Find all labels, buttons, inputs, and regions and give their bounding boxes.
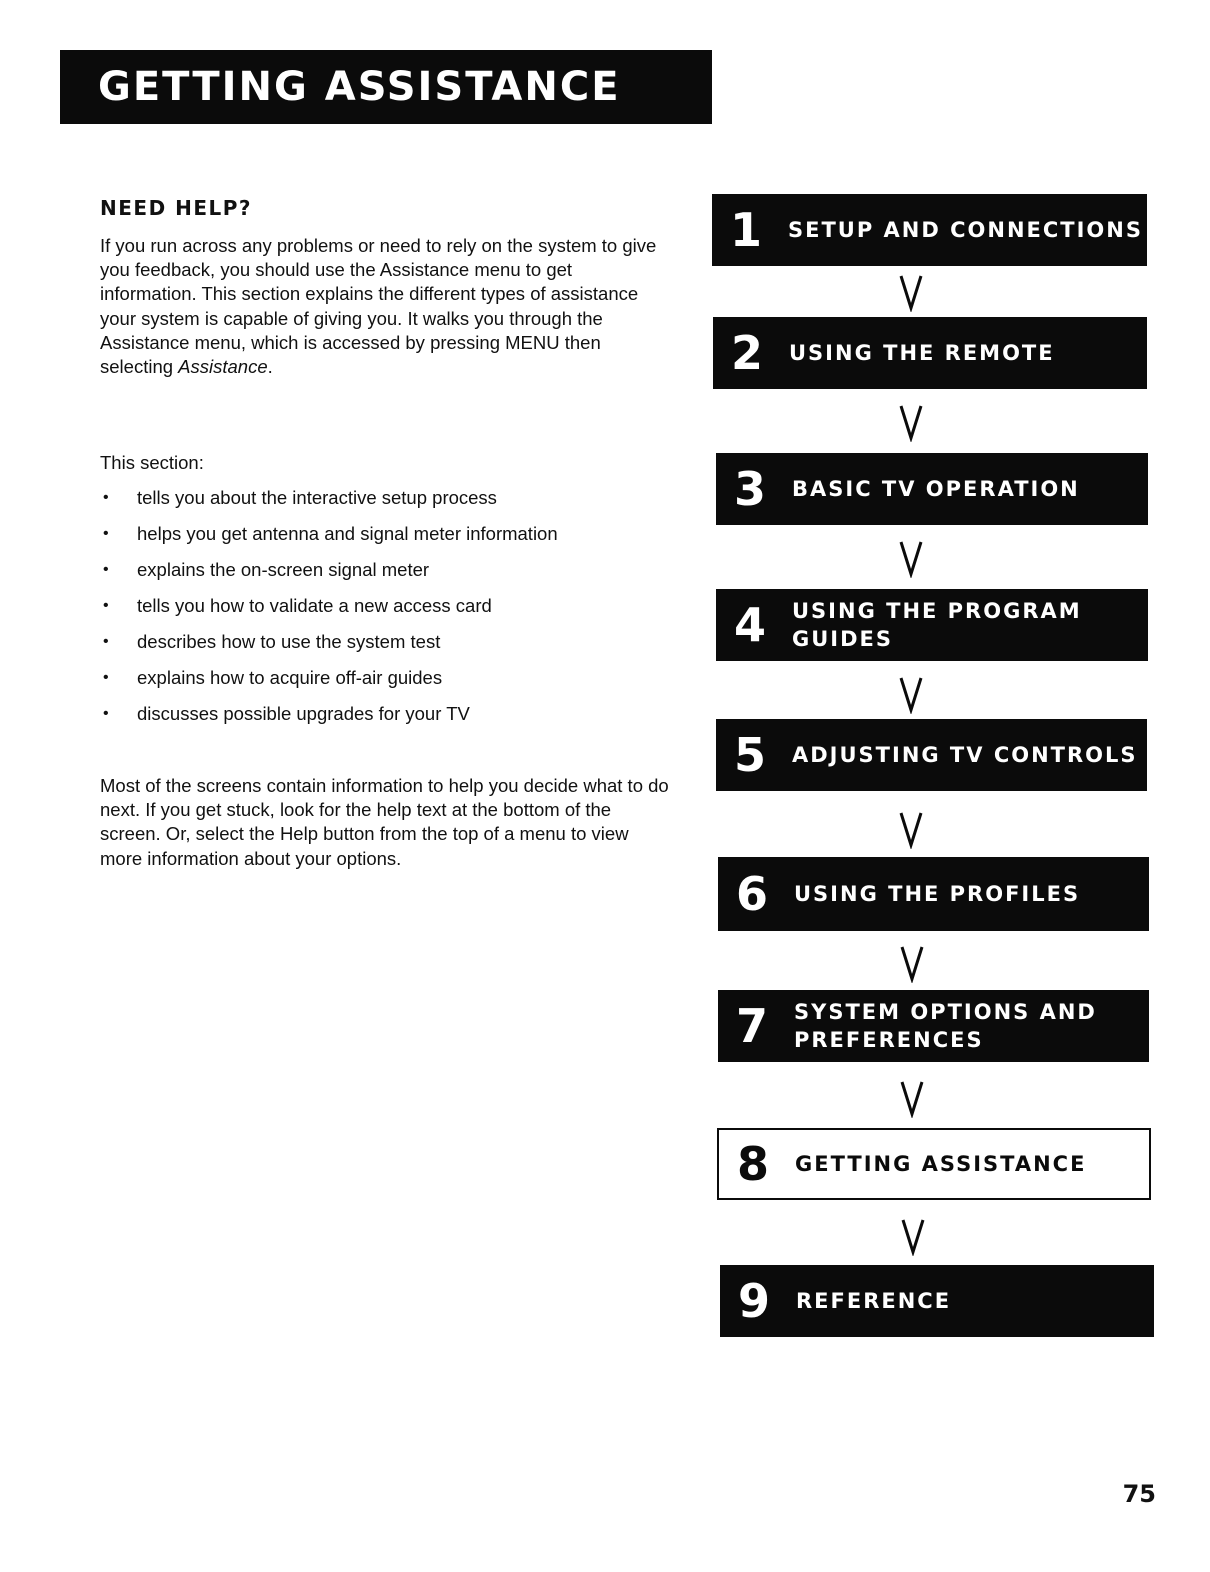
chapter-number: 3 [733,462,766,516]
title-bar [60,50,712,124]
down-arrow-icon [899,676,923,714]
bullet-item: • helps you get antenna and signal meter information [100,522,680,558]
chapter-number: 7 [735,999,768,1053]
chapter-number: 4 [733,598,766,652]
bullet-item: • tells you how to validate a new access card [100,594,680,630]
chapter-3-box [716,453,1148,525]
down-arrow-icon [900,945,924,983]
chapter-title: GETTING ASSISTANCE [795,1152,1087,1176]
down-arrow-icon [899,404,923,442]
intro-text: If you run across any problems or need to rely on the system to give you feedback, you should use the Assistance menu to get information. This section explains the different types of assistance your system is capable of giving you. It walks you through the Assistance menu, which is accessed by pressing MENU then selecting [100,235,657,378]
section-list-label: This section: [100,452,204,473]
chapter-1-box [712,194,1147,266]
bullet-item: • explains how to acquire off-air guides [100,666,680,702]
bullet-item: • discusses possible upgrades for your TV [100,702,680,738]
page-number: 75 [1122,1480,1156,1508]
bullet-list [100,486,680,738]
chapter-7-box [718,990,1149,1062]
chapter-2-box [713,317,1147,389]
chapter-5-box [716,719,1147,791]
chapter-title: REFERENCE [796,1289,952,1313]
chapter-number: 9 [737,1274,770,1328]
chapter-4-box [716,589,1148,661]
chapter-number: 8 [736,1137,769,1191]
chapter-9-box [720,1265,1154,1337]
down-arrow-icon [900,1080,924,1118]
page-title: GETTING ASSISTANCE [98,64,621,110]
chapter-number: 1 [729,203,762,257]
chapter-6-box [718,857,1149,931]
chapter-title: BASIC TV OPERATION [792,477,1080,501]
chapter-title: USING THE PROGRAM GUIDES [792,599,1082,651]
intro-paragraph [100,234,670,379]
intro-period: . [267,356,273,378]
chapter-title: SETUP AND CONNECTIONS [788,218,1143,242]
closing-paragraph: Most of the screens contain information to help you decide what to do next. If you get stuck, look for the help text at the bottom of the screen. Or, select the Help button from the top of a menu to view more information about your options. [100,775,669,869]
chapter-number: 6 [735,867,768,921]
chapter-8-box-current [717,1128,1151,1200]
bullet-item: • describes how to use the system test [100,630,680,666]
bullet-item: • explains the on-screen signal meter [100,558,680,594]
section-heading: NEED HELP? [100,196,253,220]
chapter-number: 5 [733,728,766,782]
bullet-item: • tells you about the interactive setup process [100,486,680,522]
chapter-title: SYSTEM OPTIONS AND PREFERENCES [794,1000,1097,1052]
down-arrow-icon [899,540,923,578]
chapter-number: 2 [730,326,763,380]
intro-italic-term: Assistance [178,356,268,378]
down-arrow-icon [899,274,923,312]
down-arrow-icon [899,811,923,849]
down-arrow-icon [901,1218,925,1256]
chapter-title: USING THE PROFILES [794,882,1081,906]
chapter-title: USING THE REMOTE [789,341,1055,365]
chapter-title: ADJUSTING TV CONTROLS [792,743,1138,767]
